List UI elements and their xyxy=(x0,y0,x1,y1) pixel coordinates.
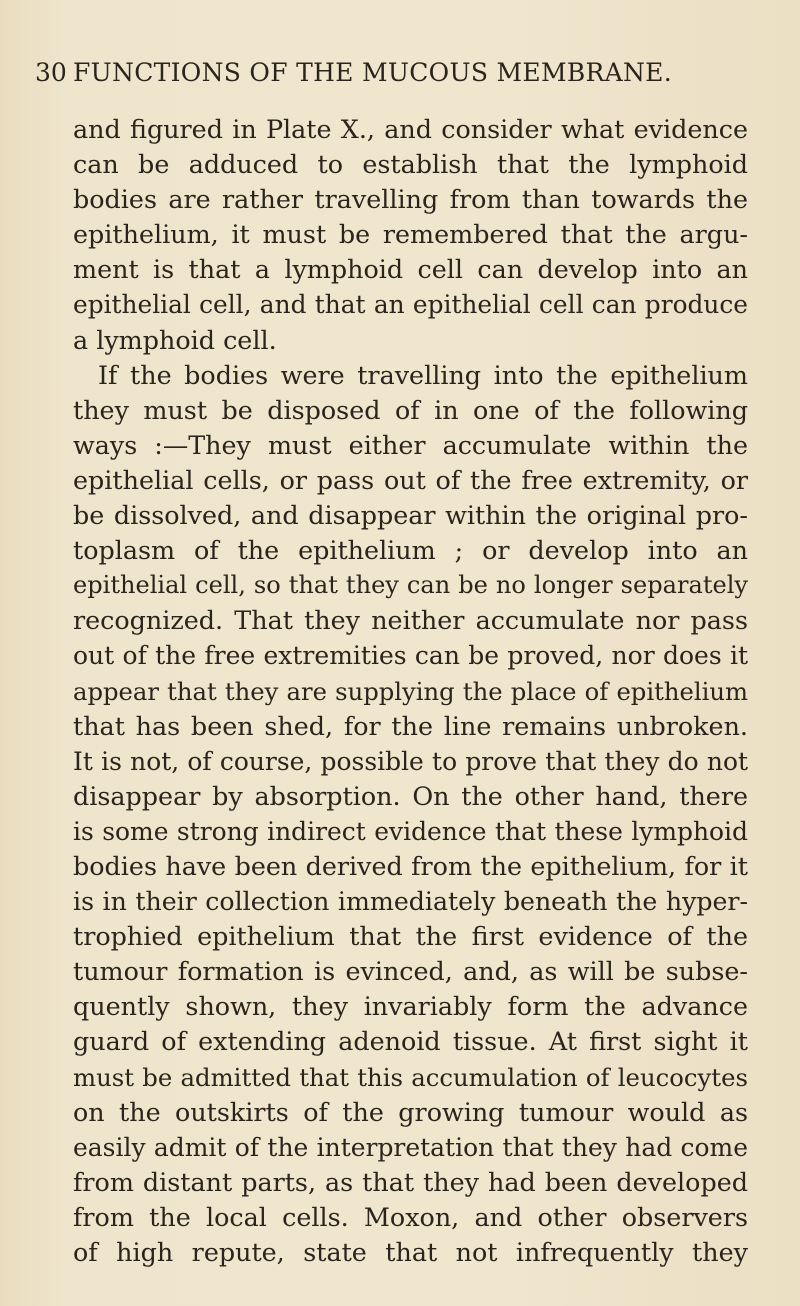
text-line: It is not, of course, possible to prove that they do not xyxy=(73,746,748,776)
text-line: out of the free extremities can be proved, nor does it xyxy=(73,641,748,671)
text-line: be dissolved, and disappear within the original pro- xyxy=(73,500,748,531)
text-line: of high repute, state that not infrequently they xyxy=(73,1237,748,1267)
text-line: appear that they are supplying the place of epithelium xyxy=(73,676,748,706)
text-line: ment is that a lymphoid cell can develop into an xyxy=(73,254,748,285)
text-line: is some strong indirect evidence that these lymphoid xyxy=(73,816,748,846)
text-line: can be adduced to establish that the lymphoid xyxy=(73,149,748,180)
text-line: recognized. That they neither accumulate nor pass xyxy=(73,605,748,636)
text-line: If the bodies were travelling into the epithelium xyxy=(98,359,748,390)
page-number: 30 xyxy=(35,58,67,87)
text-line: they must be disposed of in one of the following xyxy=(73,394,748,425)
running-title: FUNCTIONS OF THE MUCOUS MEMBRANE. xyxy=(73,58,672,87)
text-line: a lymphoid cell. xyxy=(73,324,277,355)
text-line: from the local cells. Moxon, and other observers xyxy=(73,1201,748,1232)
text-line: bodies are rather travelling from than towards the xyxy=(73,184,748,215)
text-line: disappear by absorption. On the other hand, there xyxy=(73,780,748,811)
text-line: ways :—They must either accumulate within the xyxy=(73,429,748,460)
text-line: on the outskirts of the growing tumour would as xyxy=(73,1096,748,1127)
text-line: from distant parts, as that they had been developed xyxy=(73,1166,748,1197)
text-line: is in their collection immediately beneath the hyper- xyxy=(73,887,748,917)
text-line: that has been shed, for the line remains unbroken. xyxy=(73,710,748,741)
text-line: tumour formation is evinced, and, as will be subse- xyxy=(73,956,748,987)
text-line: epithelial cells, or pass out of the free extremity, or xyxy=(73,464,748,495)
text-line: epithelium, it must be remembered that the argu- xyxy=(73,219,748,250)
text-line: epithelial cell, so that they can be no longer separately xyxy=(73,571,748,600)
text-line: easily admit of the interpretation that they had come xyxy=(73,1132,748,1162)
text-line: quently shown, they invariably form the advance xyxy=(73,991,748,1022)
text-line: trophied epithelium that the first evidence of the xyxy=(73,921,748,952)
text-line: and figured in Plate X., and consider what evidence xyxy=(73,114,748,144)
page-header xyxy=(35,58,735,92)
text-line: must be admitted that this accumulation of leucocytes xyxy=(73,1062,748,1092)
text-line: bodies have been derived from the epithelium, for it xyxy=(73,850,748,881)
body-text xyxy=(73,112,748,1270)
text-line: toplasm of the epithelium ; or develop into an xyxy=(73,535,748,566)
text-line: guard of extending adenoid tissue. At first sight it xyxy=(73,1026,748,1057)
text-line: epithelial cell, and that an epithelial cell can produce xyxy=(73,290,748,320)
